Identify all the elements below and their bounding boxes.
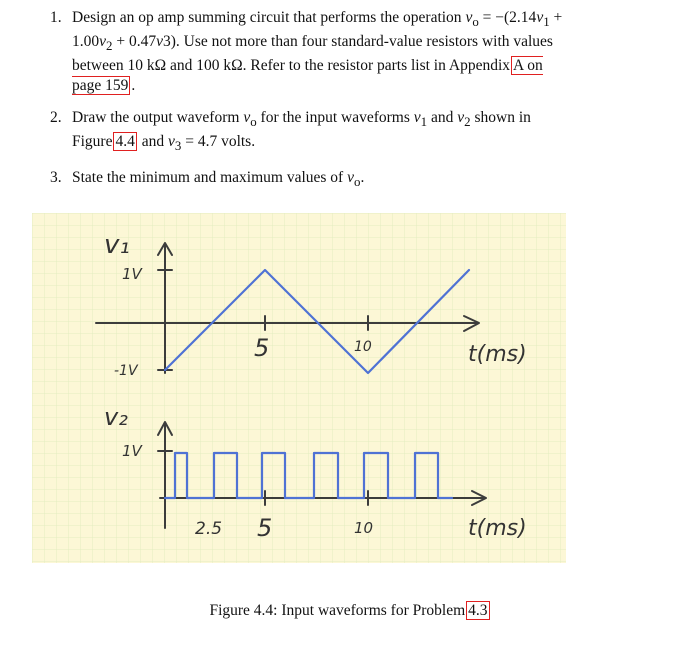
problem-link[interactable]: 4.3 — [468, 602, 488, 619]
math-sub: 2 — [464, 114, 471, 130]
v2-tick-label-5: 5 — [257, 514, 273, 542]
v2-axis-label: v₂ — [104, 403, 128, 431]
math-v: v — [457, 109, 465, 127]
problem-list — [50, 8, 570, 204]
figure-caption — [0, 602, 700, 620]
math-sub: 3 — [174, 138, 182, 154]
problem-text: + 1.00 — [72, 9, 563, 51]
math-v: v — [347, 169, 354, 187]
v1-axis-label: v₁ — [104, 230, 130, 260]
figure-link[interactable]: 4.4 — [115, 133, 135, 151]
problem-text: and — [137, 133, 168, 151]
math-v: v — [465, 9, 473, 26]
problem-number: 1. — [50, 9, 62, 26]
appendix-link[interactable]: A on page 159 — [72, 57, 543, 95]
math-v: v — [413, 109, 421, 127]
problem-text: = −(2.14 — [478, 9, 537, 26]
v2-tick-label-2.5: 2.5 — [195, 519, 223, 539]
v2-tick-label-10: 10 — [354, 519, 374, 537]
math-sub: 1 — [420, 114, 428, 130]
problem-3 — [50, 168, 570, 192]
problem-number: 2. — [50, 109, 62, 127]
problem-text: for the input waveforms — [256, 109, 414, 127]
problem-2 — [50, 108, 570, 156]
v2-level-label: 1V — [122, 442, 142, 460]
v2-time-axis-label: t(ms) — [468, 516, 527, 541]
math-v: v — [167, 133, 175, 151]
math-sub: 1 — [543, 14, 550, 30]
problem-text: . — [131, 77, 136, 95]
problem-text: State the minimum and maximum values of — [72, 169, 348, 187]
problem-text: Design an op amp summing circuit that performs the operation — [72, 9, 466, 26]
figure-grid — [32, 213, 566, 563]
v1-level-label: 1V — [122, 265, 142, 283]
math-sub: 2 — [106, 38, 113, 54]
math-v: v — [243, 109, 251, 127]
problem-text: + 0.47 — [112, 33, 157, 51]
math-sub: o — [353, 174, 361, 190]
math-v: v — [156, 33, 163, 51]
problem-number: 3. — [50, 169, 62, 187]
problem-text: Draw the output waveform — [72, 109, 244, 127]
problem-text: 3). Use not more than four standard-value resistors with values between 10 kΩ and 100 kΩ. Refer to the resistor parts list in Appendix — [72, 33, 553, 75]
math-sub: o — [472, 14, 479, 30]
v1-time-axis-label: t(ms) — [468, 342, 527, 367]
problem-text: shown in Figure — [72, 109, 531, 151]
math-v: v — [99, 33, 107, 51]
problem-text: and — [427, 109, 458, 127]
waveform-figure — [32, 213, 566, 563]
math-sub: o — [250, 114, 257, 130]
problem-text: . — [360, 169, 365, 187]
v1-tick-label-5: 5 — [254, 334, 270, 362]
problem-1 — [50, 8, 570, 96]
problem-text: = 4.7 volts. — [181, 133, 256, 151]
math-v: v — [536, 9, 544, 26]
waveform-sketch — [32, 213, 566, 563]
v1-tick-label-10: 10 — [354, 339, 372, 355]
caption-text: Figure 4.4: Input waveforms for Problem — [209, 602, 466, 619]
v1-neg-level-label: -1V — [114, 363, 138, 379]
